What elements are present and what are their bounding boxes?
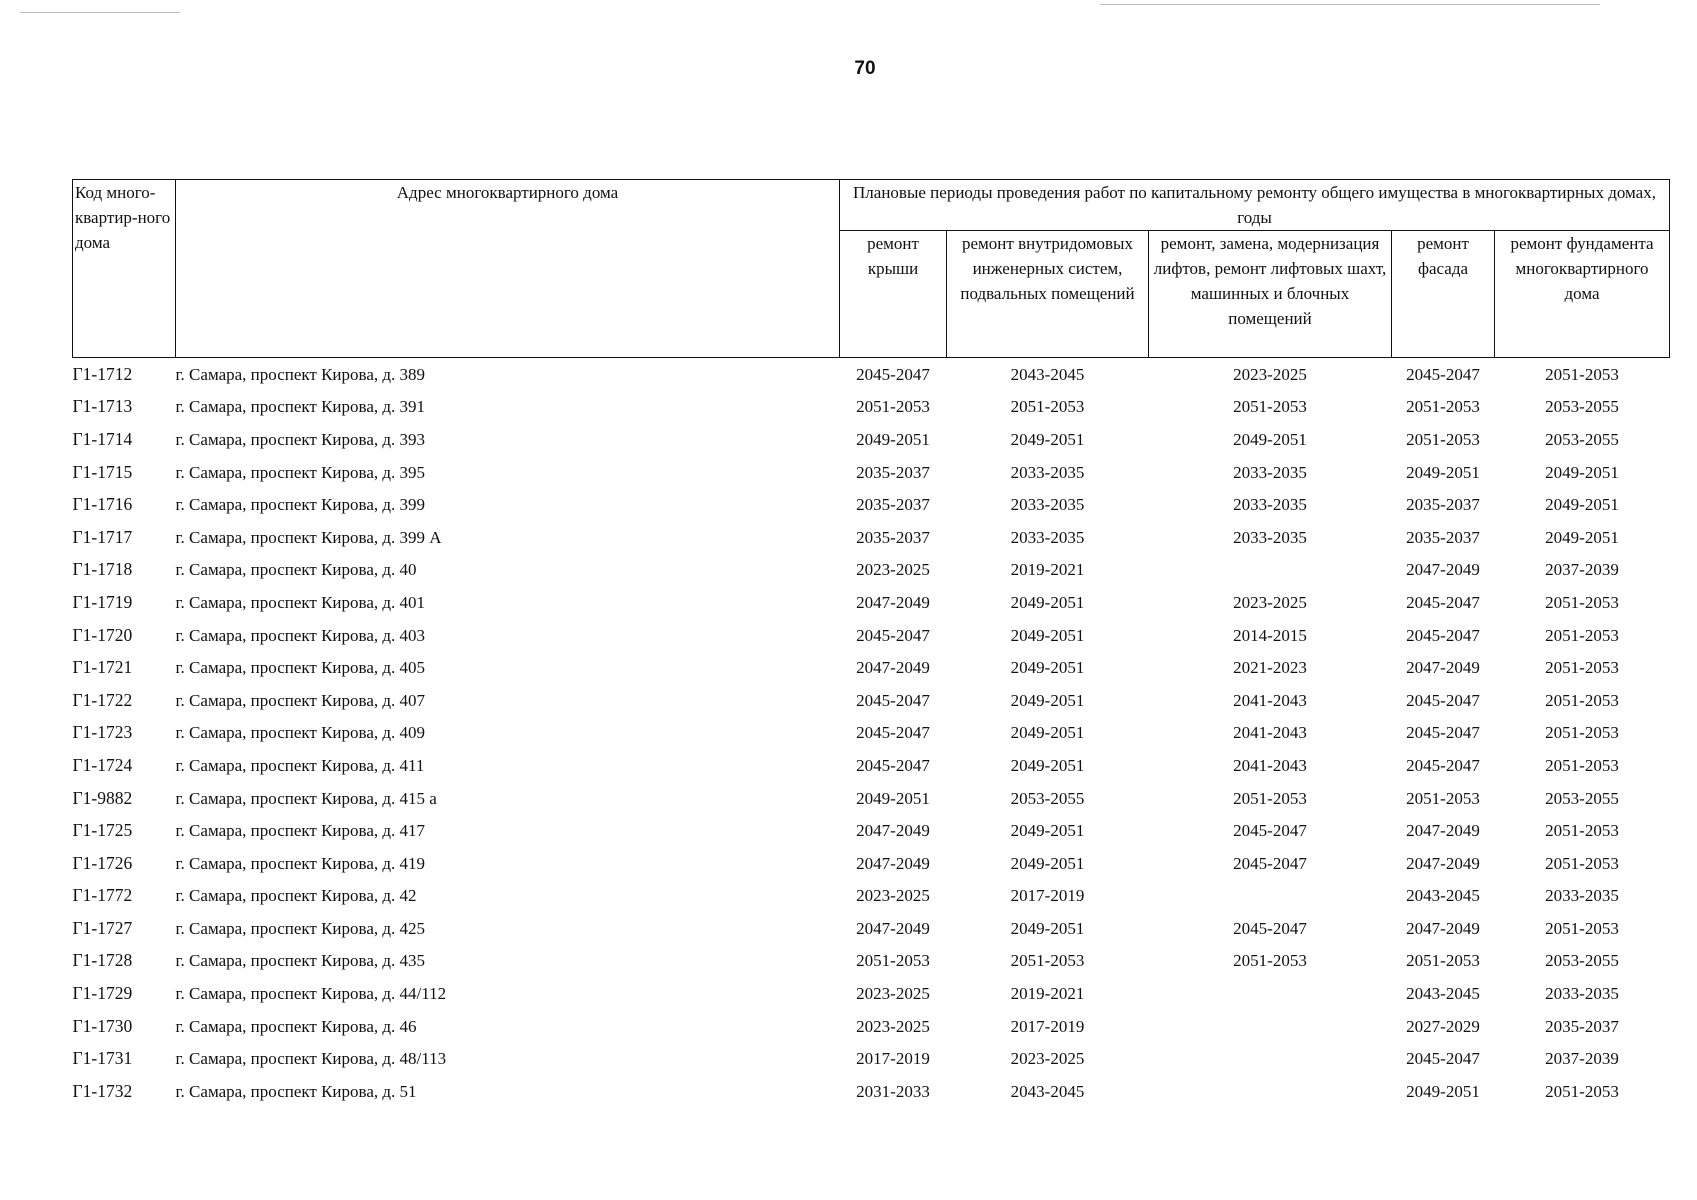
house-code: Г1-1719 (72, 591, 133, 612)
house-code: Г1-1727 (72, 917, 133, 938)
systems-period: 2017-2019 (1010, 1016, 1085, 1036)
roof-period: 2047-2049 (856, 592, 930, 612)
foundation-period: 2049-2051 (1545, 495, 1619, 515)
table-row (73, 423, 1670, 456)
lifts-period: 2021-2023 (1233, 658, 1307, 678)
house-address: г. Самара, проспект Кирова, д. 405 (175, 658, 426, 678)
house-code: Г1-1726 (72, 852, 133, 873)
table-row (73, 912, 1670, 945)
facade-period: 2045-2047 (1406, 723, 1480, 743)
roof-period: 2023-2025 (856, 984, 930, 1004)
roof-period: 2035-2037 (856, 462, 930, 482)
table-row (73, 1075, 1670, 1108)
foundation-period: 2037-2039 (1545, 1049, 1619, 1069)
house-address: г. Самара, проспект Кирова, д. 393 (175, 429, 426, 449)
roof-period: 2023-2025 (856, 1016, 930, 1036)
table-row (73, 717, 1670, 750)
systems-period: 2049-2051 (1010, 755, 1085, 775)
foundation-period: 2051-2053 (1545, 821, 1619, 841)
house-address: г. Самара, проспект Кирова, д. 46 (175, 1016, 417, 1036)
header-systems: ремонт внутридомовых инженерных систем, подвальных помещений (947, 231, 1149, 358)
roof-period: 2023-2025 (856, 886, 930, 906)
facade-period: 2051-2053 (1406, 429, 1480, 449)
lifts-period: 2049-2051 (1233, 429, 1307, 449)
house-code: Г1-1721 (72, 657, 133, 678)
table-row (73, 358, 1670, 391)
table-row (73, 977, 1670, 1010)
lifts-period (1149, 977, 1392, 1010)
facade-period: 2051-2053 (1406, 951, 1480, 971)
facade-period: 2049-2051 (1406, 1081, 1480, 1101)
house-address: г. Самара, проспект Кирова, д. 48/113 (175, 1049, 447, 1069)
foundation-period: 2051-2053 (1545, 723, 1619, 743)
house-address: г. Самара, проспект Кирова, д. 407 (175, 690, 426, 710)
house-code: Г1-1716 (72, 494, 133, 515)
table-row (73, 684, 1670, 717)
roof-period: 2023-2025 (856, 560, 930, 580)
lifts-period (1149, 554, 1392, 587)
lifts-period: 2033-2035 (1233, 495, 1307, 515)
repair-schedule-table (72, 179, 1670, 1108)
facade-period: 2047-2049 (1406, 918, 1480, 938)
systems-period: 2023-2025 (1010, 1049, 1085, 1069)
facade-period: 2035-2037 (1406, 527, 1480, 547)
lifts-period: 2051-2053 (1233, 788, 1307, 808)
house-address: г. Самара, проспект Кирова, д. 425 (175, 918, 426, 938)
foundation-period: 2053-2055 (1545, 788, 1619, 808)
header-row-1 (73, 180, 1670, 231)
facade-period: 2045-2047 (1406, 1049, 1480, 1069)
systems-period: 2043-2045 (1010, 1081, 1085, 1101)
table-row (73, 749, 1670, 782)
lifts-period (1149, 1042, 1392, 1075)
systems-period: 2051-2053 (1010, 951, 1085, 971)
table-header (73, 180, 1670, 358)
systems-period: 2033-2035 (1010, 462, 1085, 482)
foundation-period: 2049-2051 (1545, 462, 1619, 482)
foundation-period: 2051-2053 (1545, 625, 1619, 645)
facade-period: 2035-2037 (1406, 495, 1480, 515)
facade-period: 2027-2029 (1406, 1016, 1480, 1036)
foundation-period: 2053-2055 (1545, 429, 1619, 449)
house-code: Г1-1725 (72, 820, 133, 841)
header-plan-periods: Плановые периоды проведения работ по капитальному ремонту общего имущества в многоквартирных домах, годы (840, 180, 1670, 231)
house-address: г. Самара, проспект Кирова, д. 42 (175, 886, 417, 906)
house-address: г. Самара, проспект Кирова, д. 399 А (175, 527, 442, 547)
house-code: Г1-1729 (72, 983, 133, 1004)
table-row (73, 880, 1670, 913)
house-address: г. Самара, проспект Кирова, д. 401 (175, 592, 426, 612)
foundation-period: 2051-2053 (1545, 658, 1619, 678)
table-row (73, 1010, 1670, 1043)
foundation-period: 2049-2051 (1545, 527, 1619, 547)
foundation-period: 2053-2055 (1545, 397, 1619, 417)
house-code: Г1-1732 (72, 1080, 133, 1101)
header-lifts: ремонт, замена, модернизация лифтов, ремонт лифтовых шахт, машинных и блочных помещений (1149, 231, 1392, 358)
house-code: Г1-1714 (72, 428, 133, 449)
house-code: Г1-1718 (72, 559, 133, 580)
systems-period: 2049-2051 (1010, 690, 1085, 710)
table-row (73, 488, 1670, 521)
systems-period: 2049-2051 (1010, 592, 1085, 612)
house-address: г. Самара, проспект Кирова, д. 389 (175, 364, 426, 384)
house-code: Г1-1772 (72, 885, 133, 906)
house-code: Г1-1722 (72, 689, 133, 710)
facade-period: 2043-2045 (1406, 984, 1480, 1004)
house-address: г. Самара, проспект Кирова, д. 395 (175, 462, 426, 482)
table-row (73, 521, 1670, 554)
table-row (73, 391, 1670, 424)
header-code: Код много-квартир-ного дома (73, 180, 176, 358)
house-code: Г1-9882 (72, 787, 133, 808)
table-row (73, 814, 1670, 847)
lifts-period: 2051-2053 (1233, 951, 1307, 971)
facade-period: 2045-2047 (1406, 690, 1480, 710)
facade-period: 2051-2053 (1406, 788, 1480, 808)
facade-period: 2047-2049 (1406, 853, 1480, 873)
facade-period: 2047-2049 (1406, 821, 1480, 841)
foundation-period: 2051-2053 (1545, 364, 1619, 384)
header-facade: ремонт фасада (1392, 231, 1495, 358)
roof-period: 2045-2047 (856, 364, 930, 384)
systems-period: 2017-2019 (1010, 886, 1085, 906)
lifts-period (1149, 1010, 1392, 1043)
table-row (73, 1042, 1670, 1075)
lifts-period (1149, 880, 1392, 913)
foundation-period: 2051-2053 (1545, 853, 1619, 873)
house-code: Г1-1731 (72, 1048, 133, 1069)
facade-period: 2045-2047 (1406, 364, 1480, 384)
lifts-period (1149, 1075, 1392, 1108)
house-code: Г1-1717 (72, 526, 133, 547)
house-code: Г1-1724 (72, 754, 133, 775)
house-address: г. Самара, проспект Кирова, д. 399 (175, 495, 426, 515)
lifts-period: 2023-2025 (1233, 592, 1307, 612)
table-row (73, 586, 1670, 619)
foundation-period: 2033-2035 (1545, 886, 1619, 906)
roof-period: 2035-2037 (856, 495, 930, 515)
facade-period: 2049-2051 (1406, 462, 1480, 482)
systems-period: 2033-2035 (1010, 527, 1085, 547)
facade-period: 2045-2047 (1406, 625, 1480, 645)
house-address: г. Самара, проспект Кирова, д. 415 а (175, 788, 437, 808)
roof-period: 2045-2047 (856, 723, 930, 743)
table-row (73, 847, 1670, 880)
scan-artifact-top-right (1100, 4, 1600, 5)
lifts-period: 2045-2047 (1233, 821, 1307, 841)
lifts-period: 2041-2043 (1233, 690, 1307, 710)
house-code: Г1-1713 (72, 396, 133, 417)
systems-period: 2019-2021 (1010, 560, 1085, 580)
table-row (73, 945, 1670, 978)
roof-period: 2047-2049 (856, 658, 930, 678)
foundation-period: 2037-2039 (1545, 560, 1619, 580)
facade-period: 2047-2049 (1406, 658, 1480, 678)
lifts-period: 2014-2015 (1233, 625, 1307, 645)
lifts-period: 2033-2035 (1233, 462, 1307, 482)
house-address: г. Самара, проспект Кирова, д. 435 (175, 951, 426, 971)
systems-period: 2019-2021 (1010, 984, 1085, 1004)
foundation-period: 2053-2055 (1545, 951, 1619, 971)
roof-period: 2047-2049 (856, 918, 930, 938)
systems-period: 2043-2045 (1010, 364, 1085, 384)
lifts-period: 2045-2047 (1233, 853, 1307, 873)
house-code: Г1-1715 (72, 461, 133, 482)
header-roof: ремонт крыши (840, 231, 947, 358)
house-code: Г1-1723 (72, 722, 133, 743)
facade-period: 2047-2049 (1406, 560, 1480, 580)
lifts-period: 2041-2043 (1233, 723, 1307, 743)
systems-period: 2049-2051 (1010, 429, 1085, 449)
systems-period: 2049-2051 (1010, 918, 1085, 938)
lifts-period: 2041-2043 (1233, 755, 1307, 775)
house-address: г. Самара, проспект Кирова, д. 411 (175, 755, 425, 775)
systems-period: 2049-2051 (1010, 853, 1085, 873)
house-address: г. Самара, проспект Кирова, д. 403 (175, 625, 426, 645)
roof-period: 2045-2047 (856, 755, 930, 775)
table-row (73, 782, 1670, 815)
foundation-period: 2051-2053 (1545, 592, 1619, 612)
roof-period: 2031-2033 (856, 1081, 930, 1101)
foundation-period: 2051-2053 (1545, 1081, 1619, 1101)
foundation-period: 2035-2037 (1545, 1016, 1619, 1036)
roof-period: 2047-2049 (856, 853, 930, 873)
roof-period: 2049-2051 (856, 788, 930, 808)
lifts-period: 2045-2047 (1233, 918, 1307, 938)
table-row (73, 456, 1670, 489)
foundation-period: 2051-2053 (1545, 755, 1619, 775)
facade-period: 2043-2045 (1406, 886, 1480, 906)
systems-period: 2049-2051 (1010, 658, 1085, 678)
roof-period: 2051-2053 (856, 951, 930, 971)
lifts-period: 2023-2025 (1233, 364, 1307, 384)
house-address: г. Самара, проспект Кирова, д. 391 (175, 397, 426, 417)
facade-period: 2051-2053 (1406, 397, 1480, 417)
facade-period: 2045-2047 (1406, 592, 1480, 612)
lifts-period: 2051-2053 (1233, 397, 1307, 417)
systems-period: 2053-2055 (1010, 788, 1085, 808)
facade-period: 2045-2047 (1406, 755, 1480, 775)
roof-period: 2051-2053 (856, 397, 930, 417)
table-row (73, 554, 1670, 587)
roof-period: 2017-2019 (856, 1049, 930, 1069)
house-code: Г1-1720 (72, 624, 133, 645)
house-address: г. Самара, проспект Кирова, д. 40 (175, 560, 417, 580)
systems-period: 2051-2053 (1010, 397, 1085, 417)
page-number: 70 (854, 58, 876, 79)
house-address: г. Самара, проспект Кирова, д. 409 (175, 723, 426, 743)
roof-period: 2035-2037 (856, 527, 930, 547)
roof-period: 2045-2047 (856, 690, 930, 710)
header-foundation: ремонт фундамента многоквартирного дома (1495, 231, 1670, 358)
house-address: г. Самара, проспект Кирова, д. 51 (175, 1081, 417, 1101)
table-row (73, 651, 1670, 684)
lifts-period: 2033-2035 (1233, 527, 1307, 547)
systems-period: 2033-2035 (1010, 495, 1085, 515)
house-address: г. Самара, проспект Кирова, д. 44/112 (175, 984, 447, 1004)
scan-artifact-top-left (20, 12, 180, 13)
table-body (73, 358, 1670, 1108)
systems-period: 2049-2051 (1010, 821, 1085, 841)
table-row (73, 619, 1670, 652)
roof-period: 2045-2047 (856, 625, 930, 645)
house-code: Г1-1730 (72, 1015, 133, 1036)
roof-period: 2047-2049 (856, 821, 930, 841)
foundation-period: 2051-2053 (1545, 918, 1619, 938)
foundation-period: 2051-2053 (1545, 690, 1619, 710)
house-code: Г1-1712 (72, 363, 133, 384)
header-address: Адрес многоквартирного дома (176, 180, 840, 358)
house-address: г. Самара, проспект Кирова, д. 417 (175, 821, 426, 841)
foundation-period: 2033-2035 (1545, 984, 1619, 1004)
roof-period: 2049-2051 (856, 429, 930, 449)
systems-period: 2049-2051 (1010, 625, 1085, 645)
systems-period: 2049-2051 (1010, 723, 1085, 743)
house-address: г. Самара, проспект Кирова, д. 419 (175, 853, 426, 873)
house-code: Г1-1728 (72, 950, 133, 971)
